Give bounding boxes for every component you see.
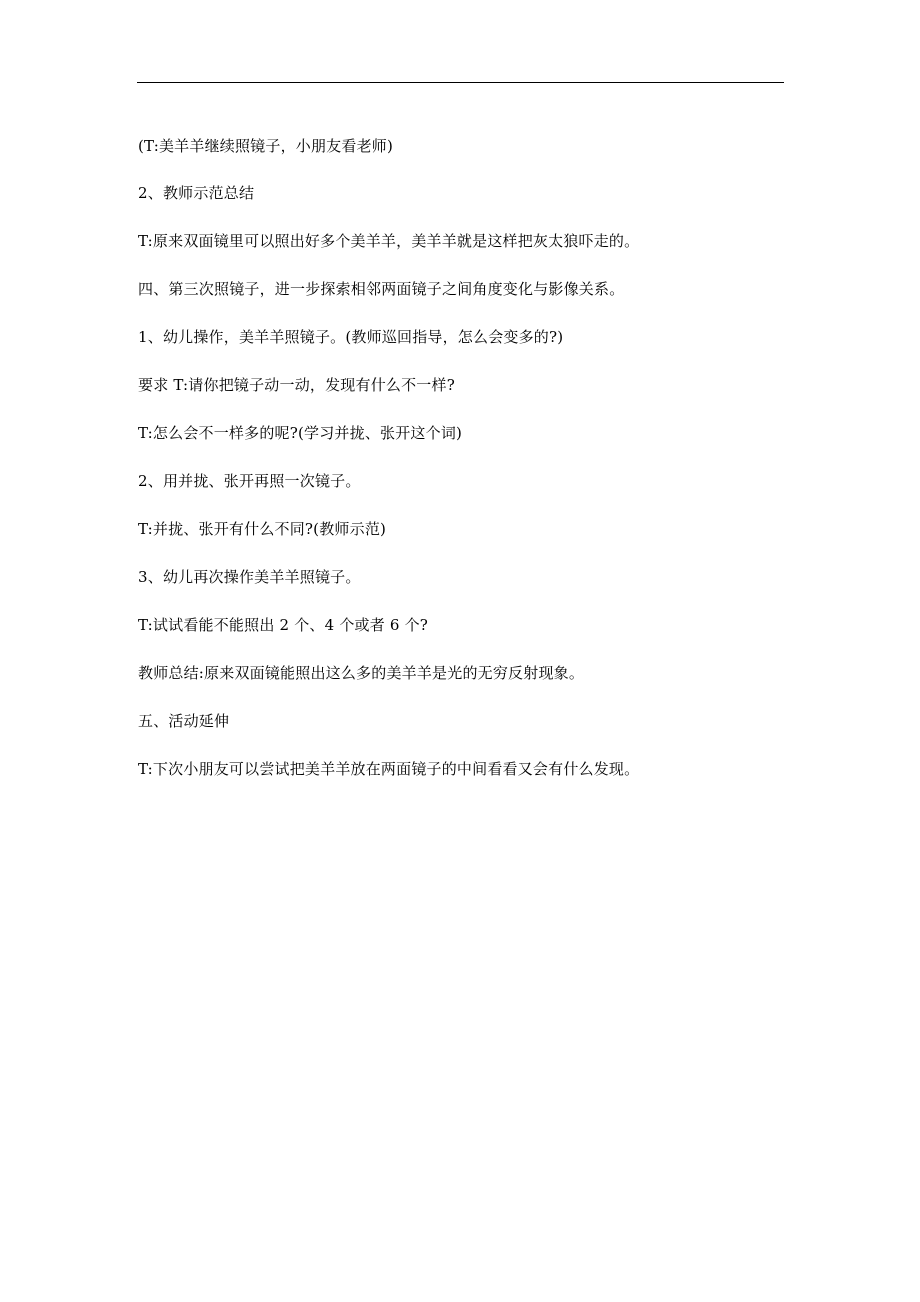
paragraph: 五、活动延伸	[138, 712, 230, 730]
paragraph: T:并拢、张开有什么不同?(教师示范)	[138, 520, 387, 538]
paragraph: T:怎么会不一样多的呢?(学习并拢、张开这个词)	[138, 424, 463, 442]
paragraph: (T:美羊羊继续照镜子，小朋友看老师)	[138, 137, 394, 155]
paragraph: T:原来双面镜里可以照出好多个美羊羊，美羊羊就是这样把灰太狼吓走的。	[138, 232, 640, 250]
paragraph: 2、用并拢、张开再照一次镜子。	[138, 472, 361, 490]
paragraph: 教师总结:原来双面镜能照出这么多的美羊羊是光的无穷反射现象。	[138, 664, 585, 682]
paragraph: 四、第三次照镜子，进一步探索相邻两面镜子之间角度变化与影像关系。	[138, 280, 625, 298]
paragraph: 3、幼儿再次操作美羊羊照镜子。	[138, 568, 361, 586]
paragraph: T:试试看能不能照出 2 个、4 个或者 6 个?	[138, 616, 429, 634]
paragraph: 1、幼儿操作，美羊羊照镜子。(教师巡回指导，怎么会变多的?)	[138, 328, 564, 346]
paragraph: 2、教师示范总结	[138, 184, 255, 202]
paragraph: T:下次小朋友可以尝试把美羊羊放在两面镜子的中间看看又会有什么发现。	[138, 760, 640, 778]
paragraph: 要求 T:请你把镜子动一动，发现有什么不一样?	[138, 376, 455, 394]
header-rule	[137, 82, 784, 83]
